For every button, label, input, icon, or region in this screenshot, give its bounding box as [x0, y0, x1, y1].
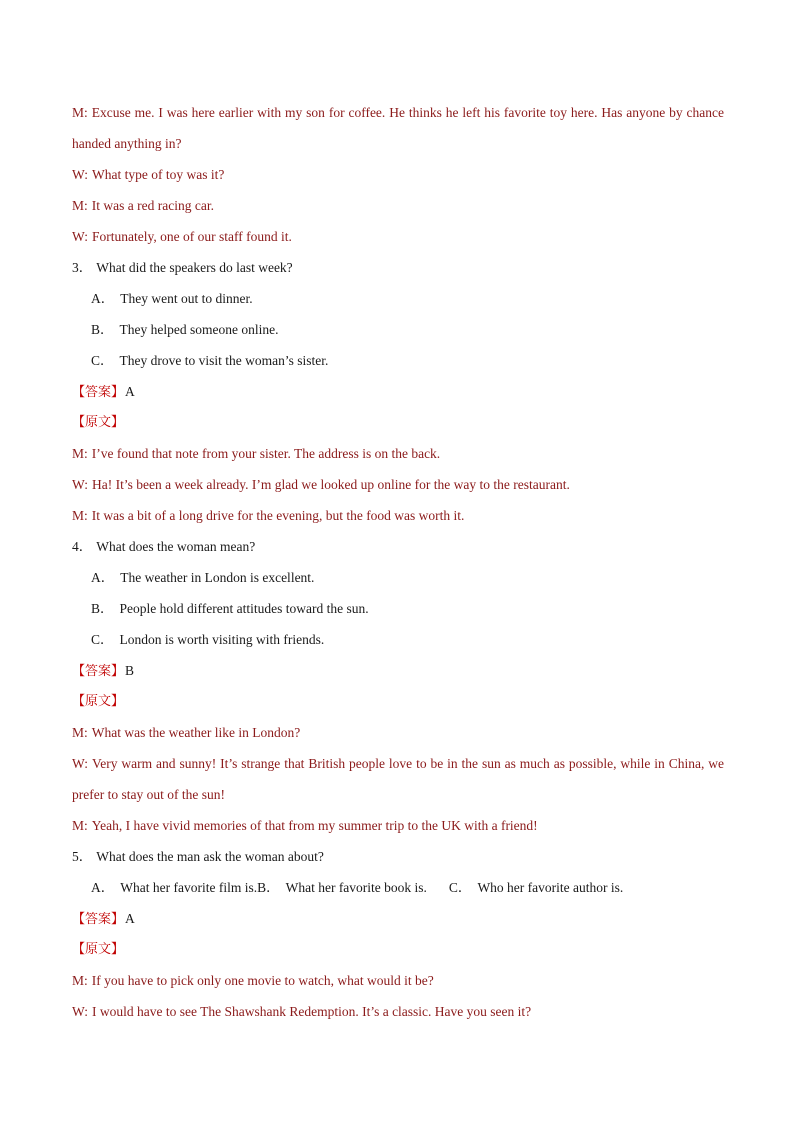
- option-a: [72, 283, 724, 314]
- option-letter: B．: [91, 601, 114, 616]
- answer-label: 【答案】: [72, 385, 125, 400]
- question-5: [72, 841, 724, 872]
- speaker-label: W:: [72, 756, 88, 771]
- page-content: [72, 97, 724, 1027]
- transcript-text: Yeah, I have vivid memories of that from my summer trip to the UK with a friend!: [91, 818, 538, 833]
- option-c: [449, 880, 623, 895]
- transcript-text: Very warm and sunny! It’s strange that British people love to be in the sun as much as possible, while in China, we prefer to stay out of the sun!: [72, 756, 724, 802]
- question-3: [72, 252, 724, 283]
- option-b: [72, 593, 724, 624]
- option-text: Who her favorite author is.: [477, 880, 624, 895]
- option-letter: A．: [91, 291, 115, 306]
- option-text: The weather in London is excellent.: [120, 570, 315, 585]
- transcript-line: [72, 438, 724, 469]
- option-text: People hold different attitudes toward the sun.: [119, 601, 369, 616]
- transcript-line: [72, 996, 724, 1027]
- option-letter: B．: [91, 322, 114, 337]
- transcript-label-text: 【原文】: [72, 415, 125, 430]
- question-number: 3．: [72, 260, 93, 275]
- speaker-label: M:: [72, 198, 88, 213]
- options-inline: [72, 872, 724, 903]
- transcript-text: What was the weather like in London?: [91, 725, 301, 740]
- transcript-label: [72, 934, 724, 965]
- speaker-label: M:: [72, 818, 88, 833]
- speaker-label: M:: [72, 508, 88, 523]
- question-number: 4．: [72, 539, 93, 554]
- option-b: [257, 880, 439, 895]
- transcript-text: Excuse me. I was here earlier with my son for coffee. He thinks he left his favorite toy here. Has anyone by chance handed anything in?: [72, 105, 724, 151]
- transcript-line: [72, 810, 724, 841]
- transcript-label: [72, 686, 724, 717]
- option-c: [72, 345, 724, 376]
- answer-label: 【答案】: [72, 664, 125, 679]
- transcript-label-text: 【原文】: [72, 694, 125, 709]
- transcript-line: [72, 469, 724, 500]
- answer-value: A: [125, 911, 135, 926]
- transcript-line: [72, 965, 724, 996]
- transcript-line: [72, 159, 724, 190]
- transcript-line: [72, 97, 724, 159]
- option-letter: B．: [257, 880, 280, 895]
- transcript-text: Fortunately, one of our staff found it.: [92, 229, 292, 244]
- answer-line: [72, 376, 724, 407]
- question-4: [72, 531, 724, 562]
- option-text: They helped someone online.: [119, 322, 279, 337]
- speaker-label: W:: [72, 229, 88, 244]
- speaker-label: M:: [72, 446, 88, 461]
- transcript-text: I would have to see The Shawshank Redemption. It’s a classic. Have you seen it?: [92, 1004, 532, 1019]
- transcript-label: [72, 407, 724, 438]
- transcript-line: [72, 500, 724, 531]
- option-c: [72, 624, 724, 655]
- transcript-line: [72, 717, 724, 748]
- answer-line: [72, 655, 724, 686]
- question-text: What does the man ask the woman about?: [96, 849, 324, 864]
- option-letter: A．: [91, 880, 115, 895]
- option-letter: C．: [91, 632, 114, 647]
- transcript-text: If you have to pick only one movie to watch, what would it be?: [91, 973, 434, 988]
- speaker-label: W:: [72, 167, 88, 182]
- option-text: They drove to visit the woman’s sister.: [119, 353, 329, 368]
- option-letter: C．: [448, 880, 472, 895]
- question-text: What does the woman mean?: [96, 539, 256, 554]
- speaker-label: M:: [72, 105, 88, 120]
- answer-label: 【答案】: [72, 912, 125, 927]
- transcript-line: [72, 190, 724, 221]
- option-text: They went out to dinner.: [120, 291, 253, 306]
- answer-value: A: [125, 384, 135, 399]
- option-a: [72, 562, 724, 593]
- option-letter: C．: [91, 353, 114, 368]
- transcript-text: Ha! It’s been a week already. I’m glad we looked up online for the way to the restaurant.: [92, 477, 570, 492]
- option-a: [91, 880, 257, 895]
- option-b: [72, 314, 724, 345]
- transcript-line: [72, 748, 724, 810]
- transcript-label-text: 【原文】: [72, 942, 125, 957]
- transcript-text: What type of toy was it?: [92, 167, 225, 182]
- option-text: What her favorite book is.: [285, 880, 427, 895]
- speaker-label: M:: [72, 973, 88, 988]
- option-letter: A．: [91, 570, 115, 585]
- transcript-text: I’ve found that note from your sister. The address is on the back.: [91, 446, 441, 461]
- question-number: 5．: [72, 849, 93, 864]
- option-text: London is worth visiting with friends.: [119, 632, 325, 647]
- answer-line: [72, 903, 724, 934]
- transcript-line: [72, 221, 724, 252]
- transcript-text: It was a red racing car.: [91, 198, 214, 213]
- speaker-label: M:: [72, 725, 88, 740]
- question-text: What did the speakers do last week?: [96, 260, 293, 275]
- transcript-text: It was a bit of a long drive for the evening, but the food was worth it.: [91, 508, 465, 523]
- speaker-label: W:: [72, 1004, 88, 1019]
- answer-value: B: [125, 663, 135, 678]
- option-text: What her favorite film is.: [120, 880, 258, 895]
- speaker-label: W:: [72, 477, 88, 492]
